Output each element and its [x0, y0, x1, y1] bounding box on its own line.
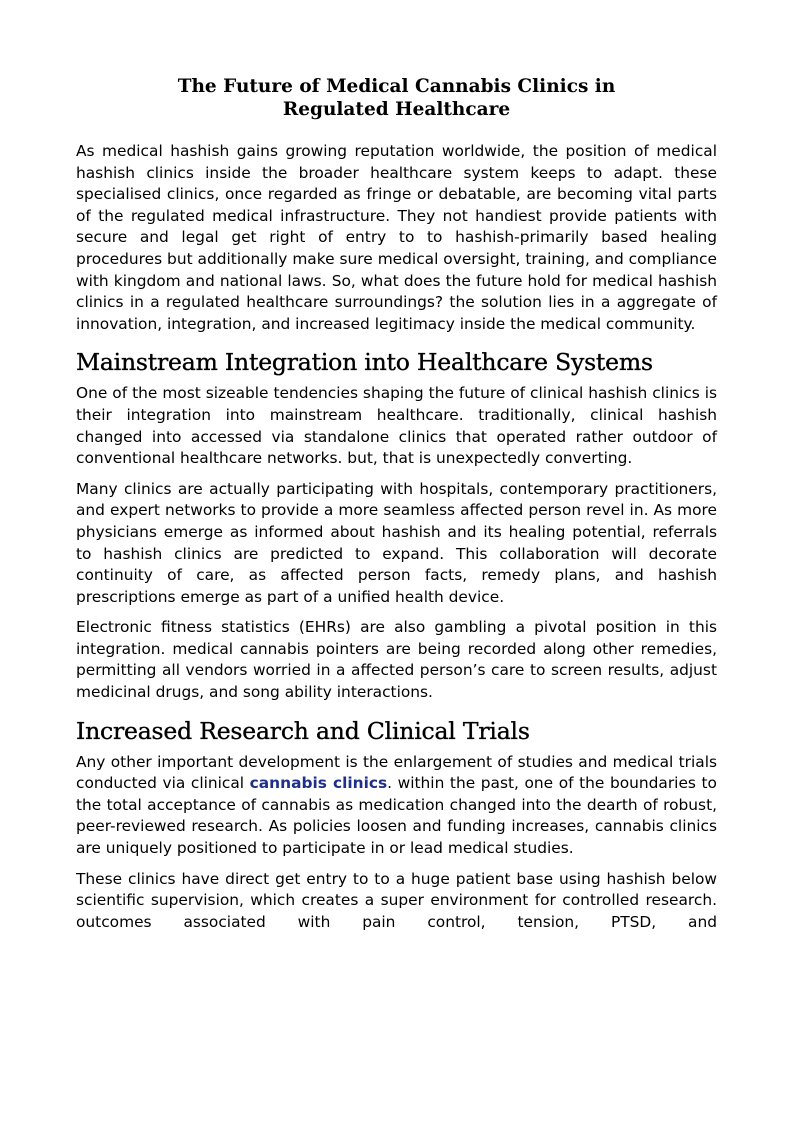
- body-paragraph: These clinics have direct get entry to to a huge patient base using hashish below scientific supervision, which creates a super environment for controlled research. outcomes associated with pain control, tension, PTSD, and: [76, 869, 717, 931]
- cannabis-clinics-link[interactable]: cannabis clinics: [249, 774, 388, 793]
- intro-paragraph: As medical hashish gains growing reputation worldwide, the position of medical hashish clinics inside the broader healthcare system keeps to adapt. these specialised clinics, once regarded as fringe or debatable, are becoming vital parts of the regulated medical infrastructure. They not handiest provide patients with secure and legal get right of entry to to hashish-primarily based healing procedures but additionally make sure medical oversight, training, and compliance with kingdom and national laws. So, what does the future hold for medical hashish clinics in a regulated healthcare surroundings? the solution lies in a aggregate of innovation, integration, and increased legitimacy inside the medical community.: [76, 142, 717, 333]
- section-heading-mainstream-integration: Mainstream Integration into Healthcare Systems: [76, 348, 653, 377]
- body-paragraph: Many clinics are actually participating with hospitals, contemporary practitioners, and expert networks to provide a more seamless affected person revel in. As more physicians emerge as informed about hashish and its healing potential, referrals to hashish clinics are predicted to expand. This collaboration will decorate continuity of care, as affected person facts, remedy plans, and hashish prescriptions emerge as part of a unified health device.: [76, 479, 717, 606]
- paragraph-text: . within the past, one of the boundaries to the total acceptance of cannabis as medication changed into the dearth of robust, peer-reviewed research. As policies loosen and funding increases, cannabis clinics are uniquely positioned to participate in or lead medical studies.: [76, 774, 717, 858]
- body-paragraph: One of the most sizeable tendencies shaping the future of clinical hashish clinics is their integration into mainstream healthcare. traditionally, clinical hashish changed into accessed via standalone clinics that operated rather outdoor of conventional healthcare networks. but, that is unexpectedly converting.: [76, 384, 717, 468]
- paragraph-text: Any other important development is the enlargement of studies and medical trials conducted via clinical: [76, 752, 717, 793]
- body-paragraph: Electronic fitness statistics (EHRs) are also gambling a pivotal position in this integration. medical cannabis pointers are being recorded along other remedies, permitting all vendors worried in a affected person’s care to screen results, adjust medicinal drugs, and song ability interactions.: [76, 618, 717, 702]
- document-title: The Future of Medical Cannabis Clinics in Regulated Healthcare: [177, 76, 616, 120]
- document-page: [76, 75, 717, 942]
- body-paragraph-with-link: [76, 752, 717, 860]
- section-heading-research-trials: Increased Research and Clinical Trials: [76, 716, 530, 745]
